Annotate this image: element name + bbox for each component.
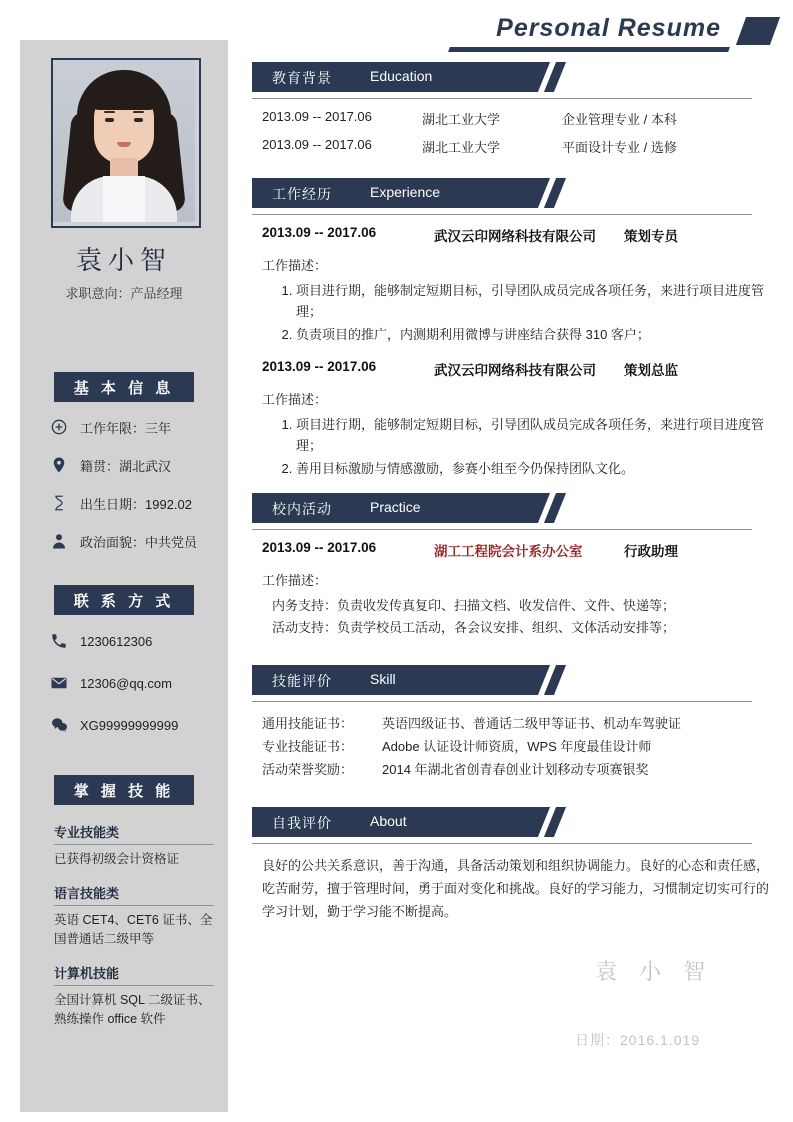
experience-role: 策划总监 — [624, 363, 678, 378]
education-school: 湖北工业大学 — [422, 140, 501, 155]
education-major: 平面设计专业 / 选修 — [562, 140, 677, 155]
list-item — [48, 714, 228, 736]
skill-group-title: 专业技能类 — [54, 822, 214, 845]
fringe-shape — [90, 82, 158, 110]
phone-icon — [48, 630, 70, 652]
list-item: 1. 项目进行期，能够制定短期目标，引导团队成员完成各项任务，来进行项目进度管理； — [296, 414, 772, 456]
experience-bullets — [262, 280, 772, 345]
shirt-shape — [103, 176, 145, 222]
list-item — [48, 454, 228, 476]
skill-eval-value: Adobe 认证设计师资质，WPS 年度最佳设计师 — [382, 739, 652, 754]
candidate-name: 袁小智 — [75, 245, 172, 275]
header-accent-bar — [448, 47, 730, 52]
practice-item — [252, 540, 772, 639]
basic-info-list — [48, 416, 228, 568]
education-date: 2013.09 -- 2017.06 — [262, 109, 372, 124]
sidebar-heading-basic: 基 本 信 息 — [54, 372, 194, 402]
section-title-cn: 工作经历 — [272, 186, 332, 202]
experience-header — [262, 359, 772, 379]
section-header-experience — [252, 178, 772, 208]
skill-eval-list — [252, 712, 772, 781]
divider — [252, 843, 752, 844]
list-item — [54, 883, 214, 949]
experience-bullets — [262, 414, 772, 479]
section-title-en: Skill — [370, 671, 396, 687]
experience-item — [252, 225, 772, 345]
table-row — [252, 137, 772, 156]
list-item — [48, 416, 228, 438]
list-item-label: 政治面貌：中共党员 — [80, 534, 198, 550]
experience-date: 2013.09 -- 2017.06 — [262, 359, 377, 374]
section-title-cn: 校内活动 — [272, 501, 332, 517]
avatar — [51, 58, 201, 228]
list-item — [48, 492, 228, 514]
section-title-en: Practice — [370, 499, 421, 515]
experience-item — [252, 359, 772, 479]
eye-right — [134, 118, 143, 122]
header-accent-square — [736, 17, 780, 45]
education-major: 企业管理专业 / 本科 — [562, 112, 677, 127]
section-header-about — [252, 807, 772, 837]
experience-desc-label: 工作描述： — [262, 258, 328, 273]
skill-group-body: 全国计算机 SQL 二级证书、熟练操作 office 软件 — [54, 993, 211, 1026]
briefcase-icon — [48, 416, 70, 438]
skill-eval-key: 专业技能证书： — [262, 739, 354, 754]
portrait-photo — [53, 60, 195, 222]
experience-company: 武汉云印网络科技有限公司 — [434, 229, 596, 244]
table-row — [252, 735, 772, 758]
skill-eval-value: 2014 年湖北省创青春创业计划移动专项赛银奖 — [382, 762, 649, 777]
practice-desc-label: 工作描述： — [262, 573, 328, 588]
skill-group-body: 已获得初级会计资格证 — [54, 852, 180, 866]
list-item-label: 工作年限：三年 — [80, 420, 172, 436]
list-item — [48, 530, 228, 552]
list-item — [48, 672, 228, 694]
wechat-id: XG99999999999 — [80, 717, 179, 733]
practice-line: 内务支持：负责收发传真复印、扫描文档、收发信件、文件、快递等； — [272, 598, 676, 613]
experience-company: 武汉云印网络科技有限公司 — [434, 363, 596, 378]
list-item: 2. 负责项目的推广，内测期利用微博与讲座结合获得 310 客户； — [296, 324, 772, 345]
contact-list — [48, 630, 228, 756]
email-address: 12306@qq.com — [80, 675, 172, 691]
education-date: 2013.09 -- 2017.06 — [262, 137, 372, 152]
watermark-date: 日期：2016.1.019 — [575, 1032, 701, 1048]
section-header-skill — [252, 665, 772, 695]
divider — [252, 98, 752, 99]
job-objective: 求职意向：产品经理 — [65, 286, 183, 301]
section-title-en: Experience — [370, 184, 441, 200]
skill-group-title: 计算机技能 — [54, 963, 214, 986]
hourglass-icon — [48, 492, 70, 514]
section-title-cn: 自我评价 — [272, 815, 332, 831]
skill-eval-key: 活动荣誉奖励： — [262, 762, 354, 777]
sidebar — [20, 40, 228, 1112]
list-item — [54, 963, 214, 1029]
wechat-icon — [48, 714, 70, 736]
list-item-label: 出生日期：1992.02 — [80, 496, 192, 512]
list-item — [48, 630, 228, 652]
skill-group-body: 英语 CET4、CET6 证书、全国普通话二级甲等 — [54, 913, 213, 946]
table-row — [252, 758, 772, 781]
about-text: 良好的公共关系意识，善于沟通，具备活动策划和组织协调能力。良好的心态和责任感，吃苦耐劳，擅于管理时间，勇于面对变化和挑战。良好的学习能力，习惯制定切实可行的学习计划，勤于学习能不断提高。 — [262, 858, 770, 919]
list-item — [54, 822, 214, 869]
list-item-label: 籍贯：湖北武汉 — [80, 458, 172, 474]
divider — [252, 701, 752, 702]
sidebar-heading-skills: 掌 握 技 能 — [54, 775, 194, 805]
skill-eval-value: 英语四级证书、普通话二级甲等证书、机动车驾驶证 — [382, 716, 682, 731]
divider — [252, 214, 752, 215]
education-school: 湖北工业大学 — [422, 112, 501, 127]
table-row — [252, 712, 772, 735]
practice-date: 2013.09 -- 2017.06 — [262, 540, 377, 555]
main-content — [252, 62, 772, 923]
skill-group-title: 语言技能类 — [54, 883, 214, 906]
education-list — [252, 109, 772, 156]
eyebrow-right — [133, 111, 144, 113]
list-item: 2. 善用目标激励与情感激励，参赛小组至今仍保持团队文化。 — [296, 458, 772, 479]
section-title-en: About — [370, 813, 407, 829]
section-title-cn: 技能评价 — [272, 673, 332, 689]
section-title-en: Education — [370, 68, 433, 84]
practice-role: 行政助理 — [624, 544, 678, 559]
person-icon — [48, 530, 70, 552]
divider — [252, 529, 752, 530]
sidebar-heading-contact: 联 系 方 式 — [54, 585, 194, 615]
practice-org: 湖工工程院会计系办公室 — [434, 544, 583, 559]
experience-role: 策划专员 — [624, 229, 678, 244]
experience-date: 2013.09 -- 2017.06 — [262, 225, 377, 240]
eye-left — [105, 118, 114, 122]
section-header-practice — [252, 493, 772, 523]
table-row — [252, 109, 772, 128]
location-icon — [48, 454, 70, 476]
practice-header — [262, 540, 772, 560]
experience-header — [262, 225, 772, 245]
mail-icon — [48, 672, 70, 694]
experience-desc-label: 工作描述： — [262, 392, 328, 407]
section-title-cn: 教育背景 — [272, 70, 332, 86]
page-title: Personal Resume — [496, 14, 721, 42]
watermark-name: 袁 小 智 — [595, 959, 714, 984]
skills-list — [54, 822, 214, 1043]
section-header-education — [252, 62, 772, 92]
list-item: 1. 项目进行期，能够制定短期目标，引导团队成员完成各项任务，来进行项目进度管理； — [296, 280, 772, 322]
phone-number: 1230612306 — [80, 633, 153, 649]
practice-line: 活动支持：负责学校员工活动，各会议安排、组织、文体活动安排等； — [272, 620, 676, 635]
eyebrow-left — [104, 111, 115, 113]
skill-eval-key: 通用技能证书： — [262, 716, 354, 731]
